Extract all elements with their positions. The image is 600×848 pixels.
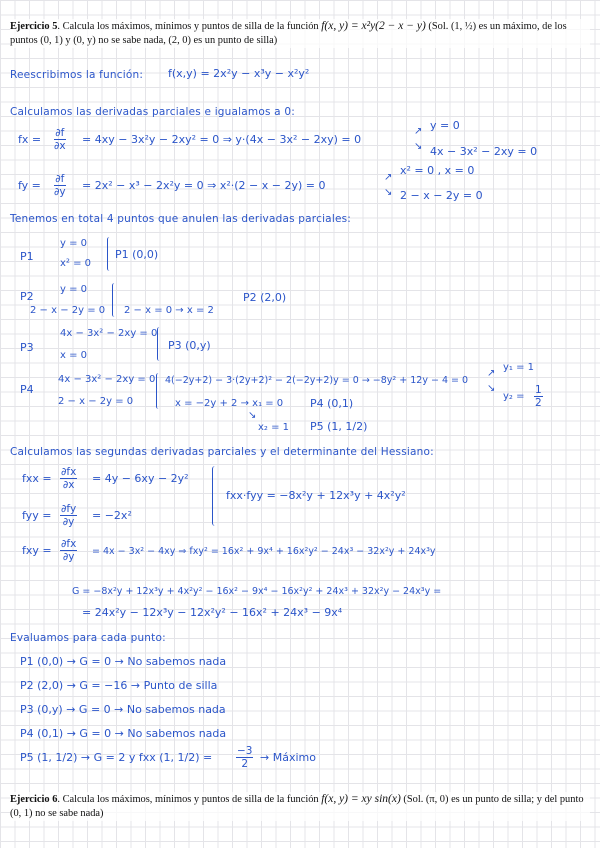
function-rewritten: f(x,y) = 2x²y − x³y − x²y² xyxy=(168,67,310,80)
p4-y2-numerator: 1 xyxy=(535,384,542,396)
p3-result: P3 (0,y) xyxy=(168,339,211,352)
eval-p5-denominator: 2 xyxy=(241,758,249,770)
p5-arrow: ↘ xyxy=(248,410,257,421)
p2-eq-b: 2 − x − 2y = 0 xyxy=(30,305,106,316)
p4-result: P4 (0,1) xyxy=(310,397,354,410)
hessian-g-line-1: G = −8x²y + 12x³y + 4x²y² − 16x² − 9x⁴ − 16x²y² + 24x³ + 32x²y − 24x³y = xyxy=(72,586,442,597)
heading-rewrite: Reescribimos la función: xyxy=(10,69,144,81)
p4-y1: y₁ = 1 xyxy=(503,362,535,373)
exercise-6-solution: (Sol. (π, 0) es un punto de silla; y del punto (0, 1) no se sabe nada) xyxy=(10,794,584,819)
eval-p1: P1 (0,0) → G = 0 → No sabemos nada xyxy=(20,655,227,668)
exercise-5-statement xyxy=(10,19,590,48)
fxx-fyy-product: fxx·fyy = −8x²y + 12x³y + 4x²y² xyxy=(226,489,406,502)
p4-branch-arrow-bottom: ↘ xyxy=(487,383,496,394)
heading-derivatives: Calculamos las derivadas parciales e igualamos a 0: xyxy=(10,106,295,118)
fxx-fraction xyxy=(60,466,77,491)
fyy-expression: = −2x² xyxy=(92,509,132,522)
fy-branch-arrow-bottom: ↘ xyxy=(384,187,393,198)
p3-eq-a: 4x − 3x² − 2xy = 0 xyxy=(60,328,158,339)
p4-eq-a: 4x − 3x² − 2xy = 0 xyxy=(58,374,156,385)
p5-x-eq: x₂ = 1 xyxy=(258,422,290,433)
p1-brace xyxy=(107,237,112,271)
fx-fraction xyxy=(54,127,66,152)
exercise-5-label: Ejercicio 5 xyxy=(10,21,58,32)
fy-lhs: fy = xyxy=(18,179,41,192)
fy-branch-2: 2 − x − 2y = 0 xyxy=(400,189,483,202)
fxx-lhs: fxx = xyxy=(22,472,52,485)
fyy-lhs: fyy = xyxy=(22,509,52,522)
p4-eq-b: 2 − x − 2y = 0 xyxy=(58,396,134,407)
heading-second-derivatives: Calculamos las segundas derivadas parciales y el determinante del Hessiano: xyxy=(10,446,434,458)
fx-branch-arrow-bottom: ↘ xyxy=(414,141,423,152)
fx-numerator: ∂f xyxy=(55,127,65,139)
exercise-6-label: Ejercicio 6 xyxy=(10,794,58,805)
p2-eq-c: 2 − x = 0 → x = 2 xyxy=(124,305,214,316)
exercise-5-formula: f(x, y) = x²y(2 − x − y) xyxy=(321,20,426,32)
heading-evaluate: Evaluamos para cada punto: xyxy=(10,632,166,644)
p2-brace xyxy=(112,283,117,317)
p2-label: P2 xyxy=(20,290,34,303)
exercise-6-text: . Calcula los máximos, mínimos y puntos de silla de la función xyxy=(57,794,322,805)
p1-result: P1 (0,0) xyxy=(115,248,159,261)
fxy-expression: = 4x − 3x² − 4xy ⇒ fxy² = 16x² + 9x⁴ + 16x²y² − 24x³ − 32x²y + 24x³y xyxy=(92,546,436,557)
hessian-g-line-2: = 24x²y − 12x³y − 12x²y² − 16x² + 24x³ − 9x⁴ xyxy=(82,606,343,619)
fy-branch-1: x² = 0 , x = 0 xyxy=(400,164,475,177)
fy-branch-arrow-top: ↗ xyxy=(384,172,393,183)
exercise-6-statement xyxy=(10,792,590,821)
p1-label: P1 xyxy=(20,250,34,263)
p2-eq-a: y = 0 xyxy=(60,284,88,295)
p4-branch-arrow-top: ↗ xyxy=(487,368,496,379)
hessian-brace xyxy=(212,466,218,526)
heading-points: Tenemos en total 4 puntos que anulen las derivadas parciales: xyxy=(10,213,352,225)
fxx-numerator: ∂fx xyxy=(61,466,77,478)
p4-y2-denominator: 2 xyxy=(535,397,542,409)
p1-eq-a: y = 0 xyxy=(60,238,88,249)
p4-x-eq: x = −2y + 2 → x₁ = 0 xyxy=(175,398,284,409)
p4-label: P4 xyxy=(20,383,34,396)
fy-numerator: ∂f xyxy=(55,173,65,185)
eval-p5-fraction xyxy=(236,745,253,770)
p4-substitution: 4(−2y+2) − 3·(2y+2)² − 2(−2y+2)y = 0 → −8y² + 12y − 4 = 0 xyxy=(165,375,469,386)
p3-brace xyxy=(157,327,162,361)
fyy-fraction xyxy=(60,503,77,528)
fy-equation: = 2x² − x³ − 2x²y = 0 ⇒ x²·(2 − x − 2y) = 0 xyxy=(82,179,326,192)
fy-denominator: ∂y xyxy=(54,186,66,198)
exercise-5-text: . Calcula los máximos, mínimos y puntos de silla de la función xyxy=(57,21,322,32)
fx-branch-arrow-top: ↗ xyxy=(414,126,423,137)
eval-p4: P4 (0,1) → G = 0 → No sabemos nada xyxy=(20,727,227,740)
fy-fraction xyxy=(54,173,66,198)
fxy-denominator: ∂y xyxy=(62,551,75,563)
eval-p2: P2 (2,0) → G = −16 → Punto de silla xyxy=(20,679,218,692)
eval-p3: P3 (0,y) → G = 0 → No sabemos nada xyxy=(20,703,226,716)
eval-p5-numerator: −3 xyxy=(237,745,253,757)
fxx-expression: = 4y − 6xy − 2y² xyxy=(92,472,189,485)
fyy-numerator: ∂fy xyxy=(61,503,77,515)
fx-branch-2: 4x − 3x² − 2xy = 0 xyxy=(430,145,538,158)
fyy-denominator: ∂y xyxy=(62,516,75,528)
fxy-fraction xyxy=(60,538,77,563)
p2-result: P2 (2,0) xyxy=(243,291,287,304)
p4-y2-fraction xyxy=(534,384,543,409)
eval-p5-conclusion: → Máximo xyxy=(260,751,316,764)
p3-eq-b: x = 0 xyxy=(60,350,88,361)
fxy-numerator: ∂fx xyxy=(61,538,77,550)
exercise-6-formula: f(x, y) = xy sin(x) xyxy=(321,793,401,805)
fx-equation: = 4xy − 3x²y − 2xy² = 0 ⇒ y·(4x − 3x² − 2xy) = 0 xyxy=(82,133,362,146)
fx-branch-1: y = 0 xyxy=(430,119,460,132)
p4-y2-lhs: y₂ = xyxy=(503,391,525,402)
fxx-denominator: ∂x xyxy=(62,479,75,491)
p4-brace xyxy=(156,373,161,409)
exercise-5-solution: (Sol. (1, ½) es un máximo, de los puntos (0, 1) y (0, y) no se sabe nada, (2, 0) es un punto de silla) xyxy=(10,21,567,46)
fx-denominator: ∂x xyxy=(54,140,66,152)
p5-result: P5 (1, 1/2) xyxy=(310,420,368,433)
fxy-lhs: fxy = xyxy=(22,544,52,557)
eval-p5: P5 (1, 1/2) → G = 2 y fxx (1, 1/2) = xyxy=(20,751,213,764)
p3-label: P3 xyxy=(20,341,34,354)
fx-lhs: fx = xyxy=(18,133,42,146)
p1-eq-b: x² = 0 xyxy=(60,258,92,269)
